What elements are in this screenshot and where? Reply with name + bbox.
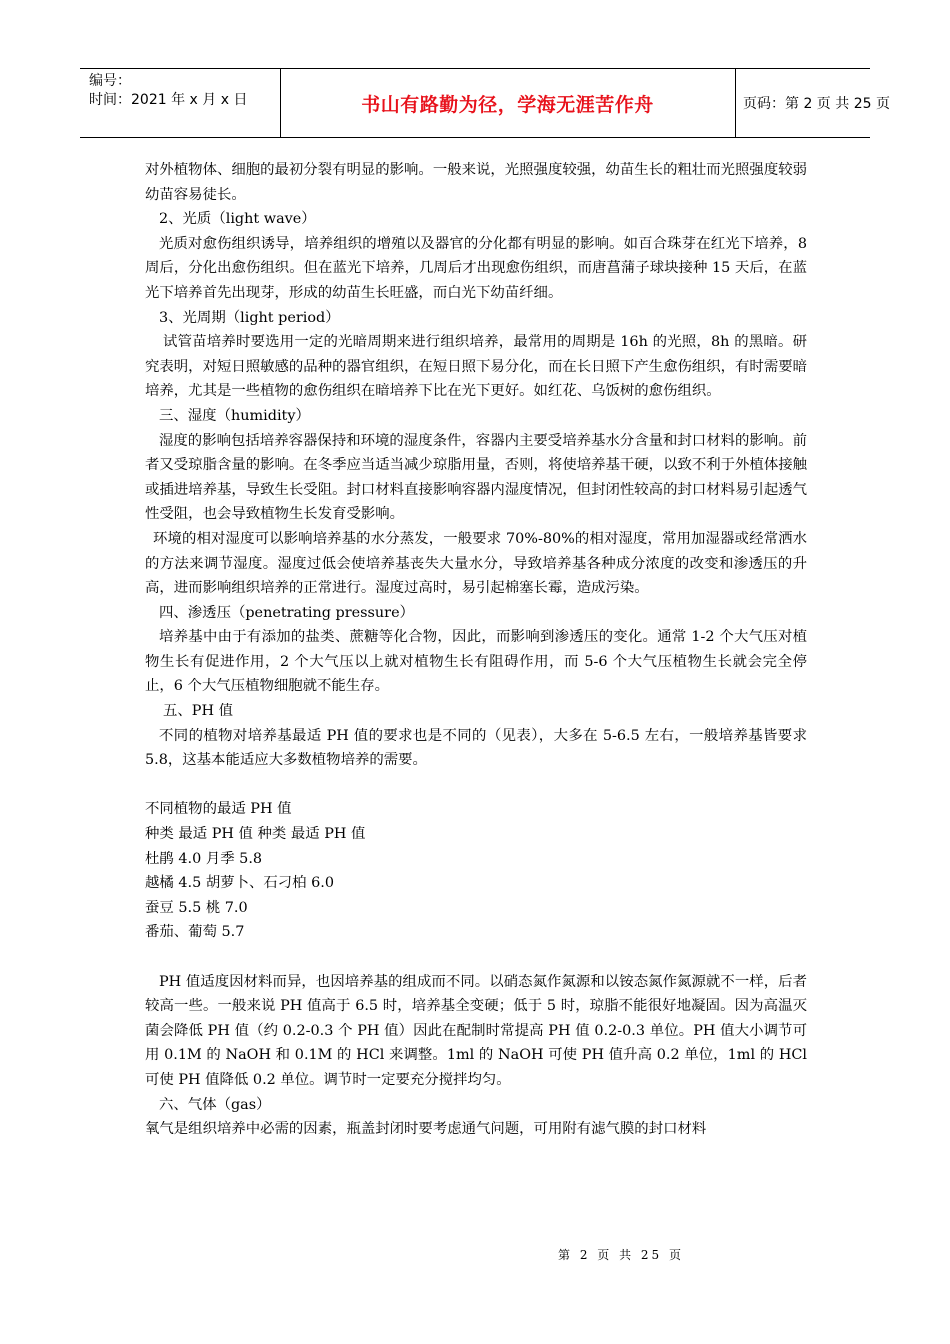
document-body <box>145 158 807 1142</box>
ph-table-row: 杜鹃 4.0 月季 5.8 <box>145 850 263 867</box>
heading-osmotic-pressure: 四、渗透压（penetrating pressure） <box>159 604 414 621</box>
paragraph-light-intensity-cont: 对外植物体、细胞的最初分裂有明显的影响。一般来说，光照强度较强，幼苗生长的粗壮而光照强度较弱幼苗容易徒长。 <box>145 162 807 203</box>
heading-light-period: 3、光周期（light period） <box>159 309 340 326</box>
footer-page-number: 第 2 页 共 25 页 <box>558 1248 684 1262</box>
ph-table-title: 不同植物的最适 PH 值 <box>145 801 292 818</box>
heading-ph: 五、PH 值 <box>163 703 233 720</box>
paragraph-gas: 氧气是组织培养中必需的因素，瓶盖封闭时要考虑通气问题，可用附有滤气膜的封口材料 <box>145 1121 707 1138</box>
document-time-label: 时间：2021 年 x 月 x 日 <box>89 92 248 108</box>
paragraph-humidity-2: 环境的相对湿度可以影响培养基的水分蒸发，一般要求 70%-80%的相对湿度，常用加湿器或经常洒水的方法来调节湿度。湿度过低会使培养基丧失大量水分，导致培养基各种成分浓度的改变和渗透压的升高，进而影响组织培养的正常进行。湿度过高时，易引起棉塞长霉，造成污染。 <box>145 530 807 597</box>
header-meta-cell <box>80 69 281 137</box>
document-number-label: 编号： <box>89 73 131 89</box>
paragraph-light-period: 试管苗培养时要选用一定的光暗周期来进行组织培养，最常用的周期是 16h 的光照，8h 的黑暗。研究表明，对短日照敏感的品种的器官组织，在短日照下易分化，而在长日照下产生愈伤组织，有时需要暗培养，尤其是一些植物的愈伤组织在暗培养下比在光下更好。如红花、乌饭树的愈伤组织。 <box>145 334 807 400</box>
header-motto-cell <box>280 69 736 137</box>
paragraph-ph-1: 不同的植物对培养基最适 PH 值的要求也是不同的（见表），大多在 5-6.5 左右，一般培养基皆要求 5.8，这基本能适应大多数植物培养的需要。 <box>145 727 807 769</box>
ph-table-row: 蚕豆 5.5 桃 7.0 <box>145 899 248 916</box>
paragraph-light-wave: 光质对愈伤组织诱导，培养组织的增殖以及器官的分化都有明显的影响。如百合珠芽在红光下培养，8 周后，分化出愈伤组织。但在蓝光下培养，几周后才出现愈伤组织，而唐菖蒲子球块接种 15 天后，在蓝光下培养首先出现芽，形成的幼苗生长旺盛，而白光下幼苗纤细。 <box>145 235 807 301</box>
header-page-info: 页码：第 2 页 共 25 页 <box>743 96 890 112</box>
page-footer <box>0 1246 950 1263</box>
paragraph-ph-2: PH 值适度因材料而异，也因培养基的组成而不同。以硝态氮作氮源和以铵态氮作氮源就不一样，后者较高一些。一般来说 PH 值高于 6.5 时，培养基全变硬；低于 5 时，琼脂不能很好地凝固。因为高温灭菌会降低 PH 值（约 0.2-0.3 个 PH 值）因此在配制时常提高 PH 值 0.2-0.3 单位。PH 值大小调节可用 0.1M 的 NaOH 和 0.1M 的 HCl 来调整。1ml 的 NaOH 可使 PH 值升高 0.2 单位，1ml 的 HCl 可使 PH 值降低 0.2 单位。调节时一定要充分搅拌均匀。 <box>145 973 807 1088</box>
header-motto: 书山有路勤为径，学海无涯苦作舟 <box>361 94 654 116</box>
header-page-cell <box>735 69 890 137</box>
ph-table-row: 越橘 4.5 胡萝卜、石刁柏 6.0 <box>145 875 335 892</box>
ph-table-header: 种类 最适 PH 值 种类 最适 PH 值 <box>145 826 366 843</box>
heading-humidity: 三、湿度（humidity） <box>159 407 310 424</box>
ph-table-row: 番茄、葡萄 5.7 <box>145 924 245 941</box>
paragraph-osmotic-pressure: 培养基中由于有添加的盐类、蔗糖等化合物，因此，而影响到渗透压的变化。通常 1-2 个大气压对植物生长有促进作用，2 个大气压以上就对植物生长有阻碍作用，而 5-6 个大气压植物生长就会完全停止，6 个大气压植物细胞就不能生存。 <box>145 629 807 695</box>
heading-gas: 六、气体（gas） <box>159 1096 271 1113</box>
page-header <box>80 68 890 138</box>
heading-light-wave: 2、光质（light wave） <box>159 211 316 228</box>
paragraph-humidity-1: 湿度的影响包括培养容器保持和环境的湿度条件，容器内主要受培养基水分含量和封口材料的影响。前者又受琼脂含量的影响。在冬季应当适当减少琼脂用量，否则，将使培养基干硬，以致不利于外植体接触或插进培养基，导致生长受阻。封口材料直接影响容器内湿度情况，但封闭性较高的封口材料易引起透气性受阻，也会导致植物生长发育受影响。 <box>145 432 807 523</box>
